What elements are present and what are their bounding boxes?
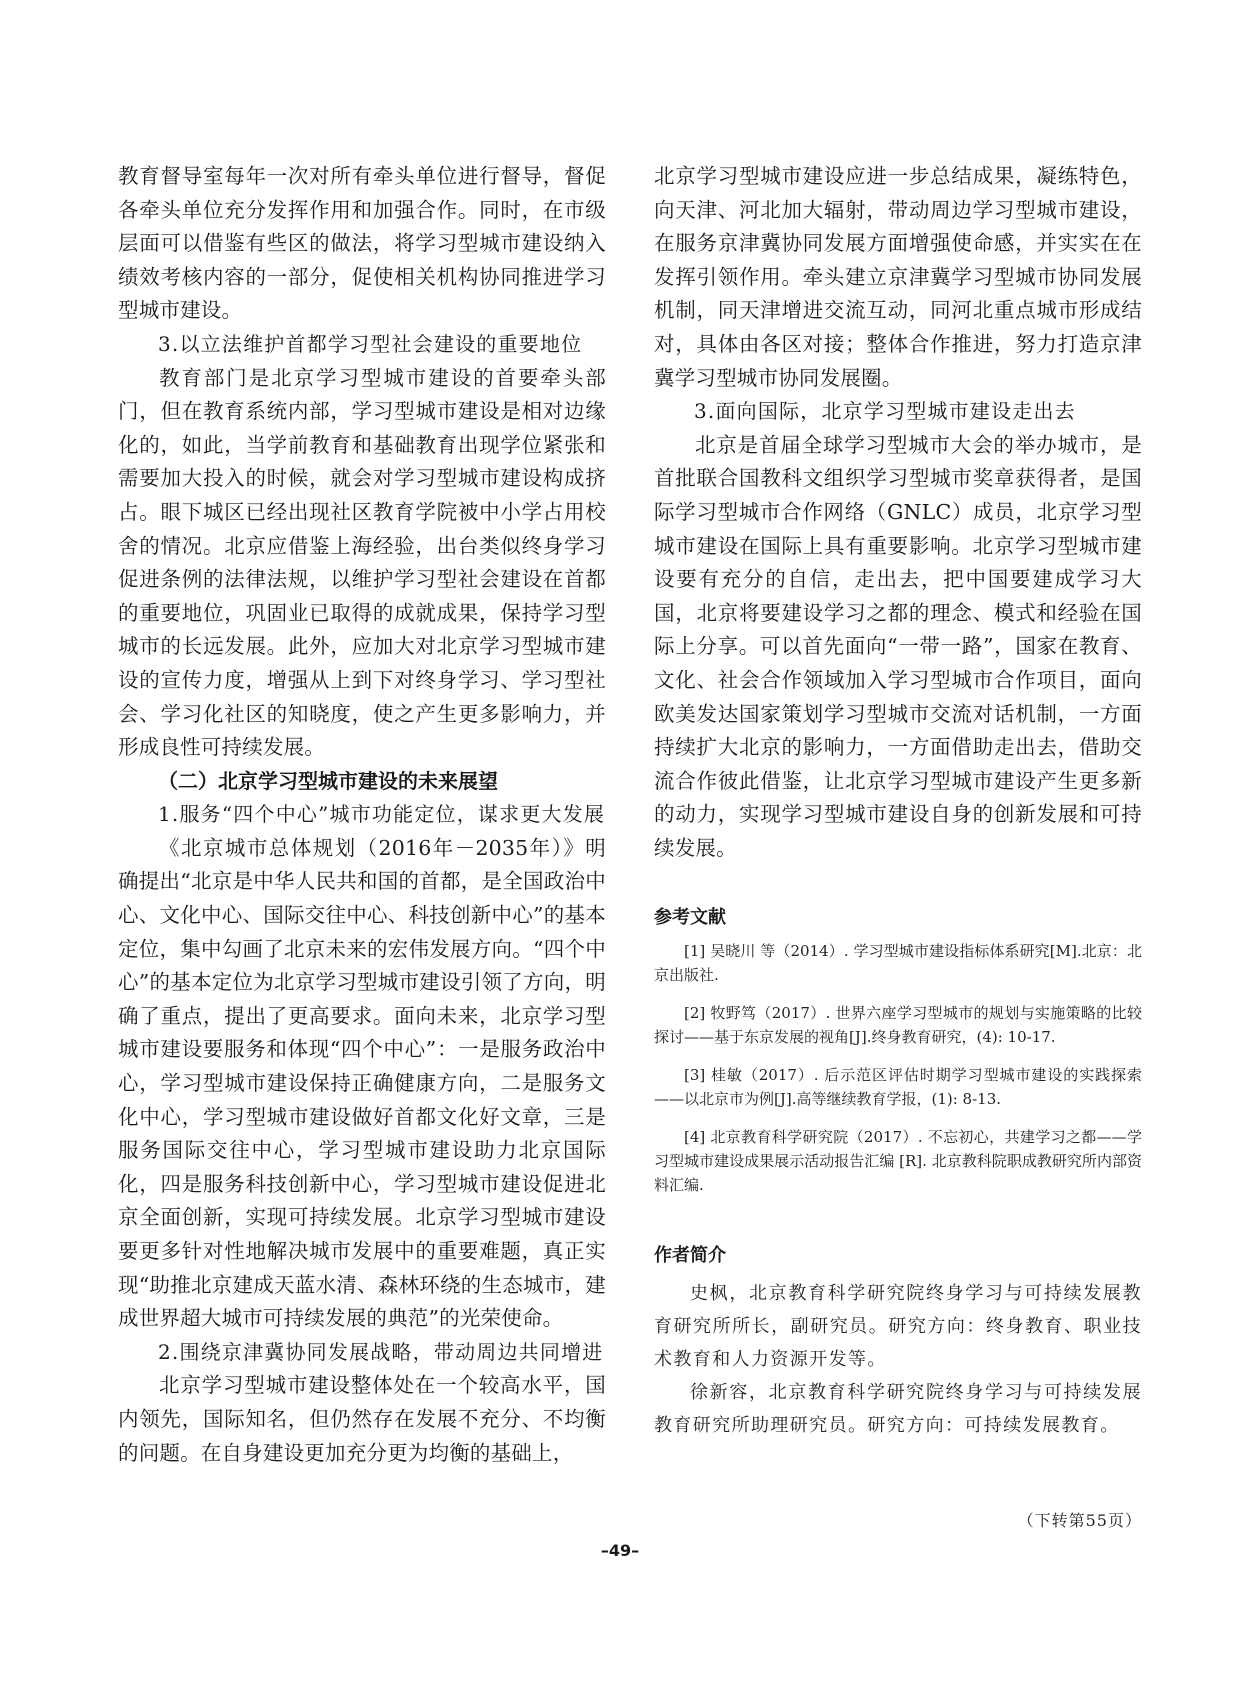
- reference-item: [4] 北京教育科学研究院（2017）. 不忘初心，共建学习之都——学习型城市建设成果展示活动报告汇编 [R]. 北京教科院职成教研究所内部资料汇编.: [654, 1128, 1142, 1195]
- continued-note: （下转第55页）: [1017, 1511, 1142, 1530]
- body-paragraph: 北京是首届全球学习型城市大会的举办城市，是首批联合国教科文组织学习型城市奖章获得者，是国际学习型城市合作网络（GNLC）成员，北京学习型城市建设在国际上具有重要影响。北京学习型城市建设要有充分的自信，走出去，把中国要建成学习大国，北京将要建设学习之都的理念、模式和经验在国际上分享。可以首先面向“一带一路”，国家在教育、文化、社会合作领域加入学习型城市合作项目，面向欧美发达国家策划学习型城市交流对话机制，一方面持续扩大北京的影响力，一方面借助走出去，借助交流合作彼此借鉴，让北京学习型城市建设产生更多新的动力，实现学习型城市建设自身的创新发展和可持续发展。: [654, 432, 1142, 860]
- subsection-heading: 3.以立法维护首都学习型社会建设的重要地位: [158, 331, 583, 356]
- author-bio: 史枫，北京教育科学研究院终身学习与可持续发展教育研究所所长，副研究员。研究方向：终身教育、职业技术教育和人力资源开发等。: [654, 1283, 1142, 1371]
- body-paragraph: 《北京城市总体规划（2016年－2035年）》明确提出“北京是中华人民共和国的首都，是全国政治中心、文化中心、国际交往中心、科技创新中心”的基本定位，集中勾画了北京未来的宏伟发展方向。“四个中心”的基本定位为北京学习型城市建设引领了方向，明确了重点，提出了更高要求。面向未来，北京学习型城市建设要服务和体现“四个中心”：一是服务政治中心，学习型城市建设保持正确健康方向，二是服务文化中心，学习型城市建设做好首都文化好文章，三是服务国际交往中心，学习型城市建设助力北京国际化，四是服务科技创新中心，学习型城市建设促进北京全面创新，实现可持续发展。北京学习型城市建设要更多针对性地解决城市发展中的重要难题，真正实现“助推北京建成天蓝水清、森林环绕的生态城市，建成世界超大城市可持续发展的典范”的光荣使命。: [118, 835, 606, 1331]
- author-heading: 作者简介: [654, 1245, 726, 1267]
- author-bio: 徐新容，北京教育科学研究院终身学习与可持续发展教育研究所助理研究员。研究方向：可持续发展教育。: [654, 1382, 1142, 1437]
- body-paragraph: 教育部门是北京学习型城市建设的首要牵头部门，但在教育系统内部，学习型城市建设是相对边缘化的，如此，当学前教育和基础教育出现学位紧张和需要加大投入的时候，就会对学习型城市建设构成挤占。眼下城区已经出现社区教育学院被中小学占用校舍的情况。北京应借鉴上海经验，出台类似终身学习促进条例的法律法规，以维护学习型社会建设在首都的重要地位，巩固业已取得的成就成果，保持学习型城市的长远发展。此外，应加大对北京学习型城市建设的宣传力度，增强从上到下对终身学习、学习型社会、学习化社区的知晓度，使之产生更多影响力，并形成良性可持续发展。: [118, 365, 606, 760]
- reference-item: [1] 吴晓川 等（2014）. 学习型城市建设指标体系研究[M].北京：北京出版社.: [654, 942, 1142, 985]
- reference-item: [3] 桂敏（2017）. 后示范区评估时期学习型城市建设的实践探索——以北京市为例[J].高等继续教育学报，(1): 8-13.: [654, 1066, 1142, 1109]
- body-paragraph: 北京学习型城市建设整体处在一个较高水平，国内领先，国际知名，但仍然存在发展不充分、不均衡的问题。在自身建设更加充分更为均衡的基础上，: [118, 1373, 606, 1465]
- right-column: [654, 160, 1142, 1442]
- subsection-heading: 1.服务“四个中心”城市功能定位，谋求更大发展: [158, 802, 606, 827]
- left-column: [118, 160, 606, 1470]
- reference-item: [2] 牧野笃（2017）. 世界六座学习型城市的规划与实施策略的比较探讨——基于东京发展的视角[J].终身教育研究，(4): 10-17.: [654, 1004, 1142, 1047]
- body-paragraph: 教育督导室每年一次对所有牵头单位进行督导，督促各牵头单位充分发挥作用和加强合作。同时，在市级层面可以借鉴有些区的做法，将学习型城市建设纳入绩效考核内容的一部分，促使相关机构协同推进学习型城市建设。: [118, 164, 606, 323]
- subsection-heading: 3.面向国际，北京学习型城市建设走出去: [694, 399, 1076, 424]
- section-heading: （二）北京学习型城市建设的未来展望: [158, 768, 498, 793]
- references-heading: 参考文献: [654, 907, 726, 929]
- page-number: –49–: [600, 1541, 640, 1560]
- body-paragraph: 北京学习型城市建设应进一步总结成果，凝练特色，向天津、河北加大辐射，带动周边学习型城市建设，在服务京津冀协同发展方面增强使命感，并实实在在发挥引领作用。牵头建立京津冀学习型城市协同发展机制，同天津增进交流互动，同河北重点城市形成结对，具体由各区对接；整体合作推进，努力打造京津冀学习型城市协同发展圈。: [654, 164, 1142, 390]
- subsection-heading: 2.围绕京津冀协同发展战略，带动周边共同增进: [158, 1339, 604, 1364]
